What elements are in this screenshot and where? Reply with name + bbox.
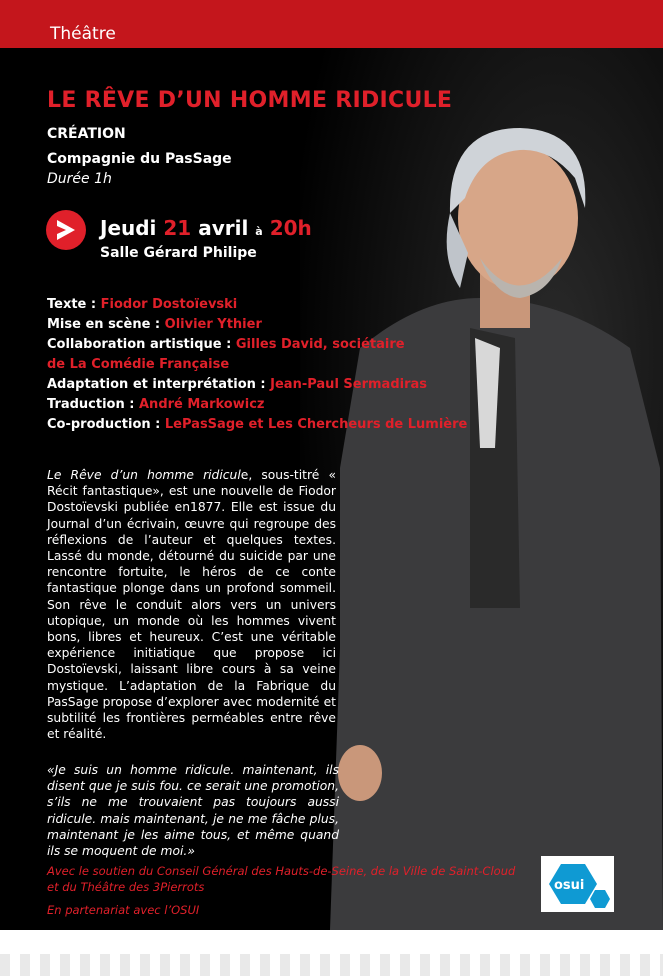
date-day: Jeudi	[100, 216, 157, 240]
svg-text:osui: osui	[554, 878, 585, 893]
osui-logo	[541, 856, 614, 912]
credit-line: Adaptation et interprétation : Jean-Paul Sermadiras	[47, 377, 428, 392]
actor-photo	[300, 48, 663, 930]
date-time: 20h	[269, 216, 312, 240]
bottom-pattern	[0, 954, 663, 976]
venue: Salle Gérard Philipe	[100, 245, 257, 261]
credit-line: Texte : Fiodor Dostoïevski	[47, 297, 238, 312]
credit-line: de La Comédie Française	[47, 357, 230, 372]
description-text: e, sous-titré « Récit fantastique», est une nouvelle de Fiodor Dostoïevski publiée en1877. Elle est issue du Journal d’un écrivain, œuvre qui regroupe des réflexions de l’auteur et quelques textes. Lassé du monde, détourné du suicide par une rencontre fortuite, le héros de ce conte fantastique plonge dans un profond sommeil. Son rêve le conduit alors vers un univers utopique, un monde où les hommes vivent bons, libres et heureux. C’est une véritable expérience initiatique que propose ici Dostoïevski, laissant libre cours à sa veine mystique. L’adaptation de la Fabrique du PasSage propose d’explorer avec modernité et subtilité les frontières perméables entre rêve et réalité.	[47, 468, 337, 742]
creation-label: CRÉATION	[47, 126, 126, 142]
section-label: Théâtre	[50, 24, 116, 44]
credit-line: Co-production : LePasSage et Les Chercheurs de Lumière	[47, 417, 468, 432]
description	[47, 467, 336, 742]
quote: «Je suis un homme ridicule. maintenant, ils disent que je suis fou. ce serait une promotion, s’ils ne me trouvaient pas toujours aussi ridicule. mais maintenant, je ne me fâche plus, maintenant je les aime tous, et même quand ils se moquent de moi.»	[47, 763, 339, 859]
arrow-icon	[46, 210, 86, 250]
company-name: Compagnie du PasSage	[47, 151, 232, 167]
support-text: Avec le soutien du Conseil Général des Hauts-de-Seine, de la Ville de Saint-Cloud et du Théâtre des 3Pierrots	[47, 864, 516, 894]
credit-line: Mise en scène : Olivier Ythier	[47, 317, 262, 332]
credit-line: Traduction : André Markowicz	[47, 397, 265, 412]
date-number: 21	[163, 216, 192, 240]
date-month: avril	[198, 216, 249, 240]
duration: Durée 1h	[47, 171, 112, 187]
bottom-band	[0, 930, 663, 954]
show-title: LE RÊVE D’UN HOMME RIDICULE	[47, 88, 453, 113]
partner-text: En partenariat avec l’OSUI	[47, 903, 200, 917]
date-preposition: à	[255, 225, 263, 238]
work-title: Le Rêve d’un homme ridicul	[47, 468, 241, 482]
date-line	[100, 216, 312, 240]
credit-line: Collaboration artistique : Gilles David, sociétaire	[47, 337, 405, 352]
credits-list	[47, 295, 467, 435]
